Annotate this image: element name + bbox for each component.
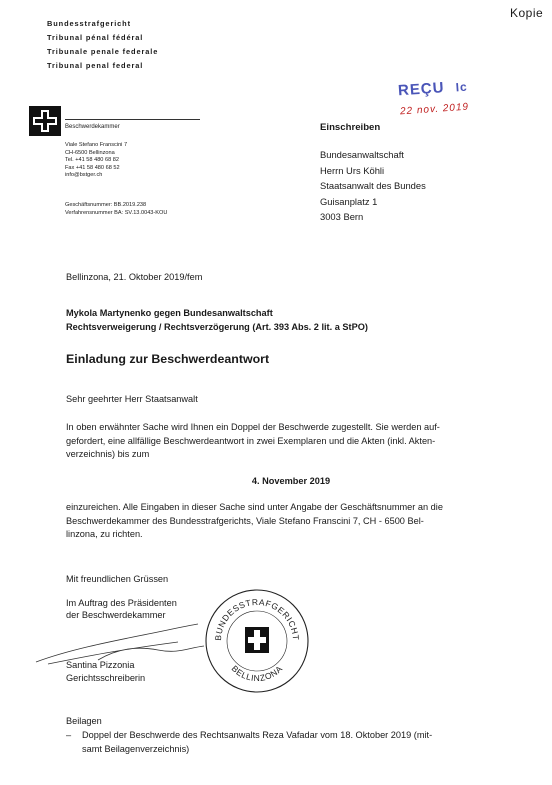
paragraph-submission: [66, 501, 496, 542]
sender-phone: Tel. +41 58 480 68 82: [65, 157, 119, 164]
procedure-number: Verfahrensnummer BA: SV.13.0043-KOU: [65, 209, 168, 216]
sender-street: Viale Stefano Franscini 7: [65, 142, 128, 148]
received-stamp: [397, 78, 468, 100]
recipient-line: Herrn Urs Köhli: [320, 164, 385, 176]
subject-matter: Rechtsverweigerung / Rechtsverzögerung (Art. 393 Abs. 2 lit. a StPO): [66, 322, 368, 332]
court-seal-icon: [203, 587, 311, 695]
closing: Mit freundlichen Grüssen: [66, 574, 169, 584]
court-logo-icon: [29, 106, 61, 136]
court-name-fr: Tribunal pénal fédéral: [47, 33, 144, 42]
court-name-de: Bundesstrafgericht: [47, 19, 131, 28]
case-numbers: [65, 202, 167, 217]
court-name-it: Tribunale penale federale: [47, 47, 159, 56]
recipient-line: Guisanplatz 1: [320, 195, 378, 207]
signatory-name: Santina Pizzonia: [66, 660, 135, 670]
signatory-title: Gerichtsschreiberin: [66, 673, 146, 683]
signatory-block: [66, 659, 145, 685]
paragraph-line: verzeichnis) bis zum: [66, 449, 150, 459]
sender-address: [65, 142, 127, 180]
case-number: Geschäftsnummer: BB.2019.238: [65, 202, 147, 208]
recipient-line: 3003 Bern: [320, 211, 364, 222]
enclosure-item: [82, 729, 502, 756]
sender-fax: Fax +41 58 480 68 52: [65, 164, 120, 171]
paragraph-line: In oben erwähnter Sache wird Ihnen ein Doppel der Beschwerde zugestellt. Sie werden auf-: [66, 422, 440, 432]
recipient-address: [320, 147, 426, 225]
svg-text:BELLINZONA: [230, 663, 285, 683]
sender-city: CH-6500 Bellinzona: [65, 149, 115, 156]
deadline-date: 4. November 2019: [251, 476, 331, 486]
received-stamp-tail: Ic: [455, 79, 469, 95]
on-behalf-line: Im Auftrag des Präsidenten: [66, 598, 177, 608]
date-line: Bellinzona, 21. Oktober 2019/fem: [66, 272, 203, 282]
on-behalf-line: der Beschwerdekammer: [66, 610, 166, 620]
subject-parties: Mykola Martynenko gegen Bundesanwaltschaft: [66, 308, 273, 318]
court-name-rm: Tribunal penal federal: [47, 61, 144, 70]
enclosures-label: Beilagen: [66, 716, 102, 726]
seal-bottom-text: BELLINZONA: [229, 663, 285, 684]
sender-email: info@bstger.ch: [65, 172, 103, 179]
salutation: Sehr geehrter Herr Staatsanwalt: [66, 394, 198, 404]
received-stamp-date: 22 nov. 2019: [399, 101, 470, 118]
enclosure-dash: –: [66, 730, 72, 740]
received-stamp-text: REÇU: [397, 79, 446, 100]
paragraph-invitation: [66, 421, 496, 462]
delivery-type: Einschreiben: [320, 122, 381, 133]
letter-heading: Einladung zur Beschwerdeantwort: [66, 352, 270, 366]
sender-chamber: Beschwerdekammer: [65, 124, 120, 130]
paragraph-line: einzureichen. Alle Eingaben in dieser Sache sind unter Angabe der Geschäftsnummer an die: [66, 502, 443, 512]
kopie-label: Kopie: [510, 6, 544, 20]
court-names: [47, 17, 158, 73]
recipient-line: Staatsanwalt des Bundes: [320, 180, 426, 191]
paragraph-line: gefordert, eine allfällige Beschwerdeantwort in zwei Exemplaren und die Akten (inkl. Akten-: [66, 435, 436, 446]
seal-top-text: BUNDESSTRAFGERICHT: [212, 596, 302, 642]
enclosure-line: samt Beilagenverzeichnis): [82, 743, 190, 754]
on-behalf: [66, 597, 177, 621]
recipient-line: Bundesanwaltschaft: [320, 149, 404, 160]
paragraph-line: linzona, zu richten.: [66, 529, 143, 539]
enclosure-line: Doppel der Beschwerde des Rechtsanwalts Reza Vafadar vom 18. Oktober 2019 (mit-: [82, 730, 433, 740]
subject: [66, 306, 368, 334]
paragraph-line: Beschwerdekammer des Bundesstrafgerichts, Viale Stefano Franscini 7, CH - 6500 Bel-: [66, 515, 424, 526]
header-rule: [65, 119, 200, 120]
